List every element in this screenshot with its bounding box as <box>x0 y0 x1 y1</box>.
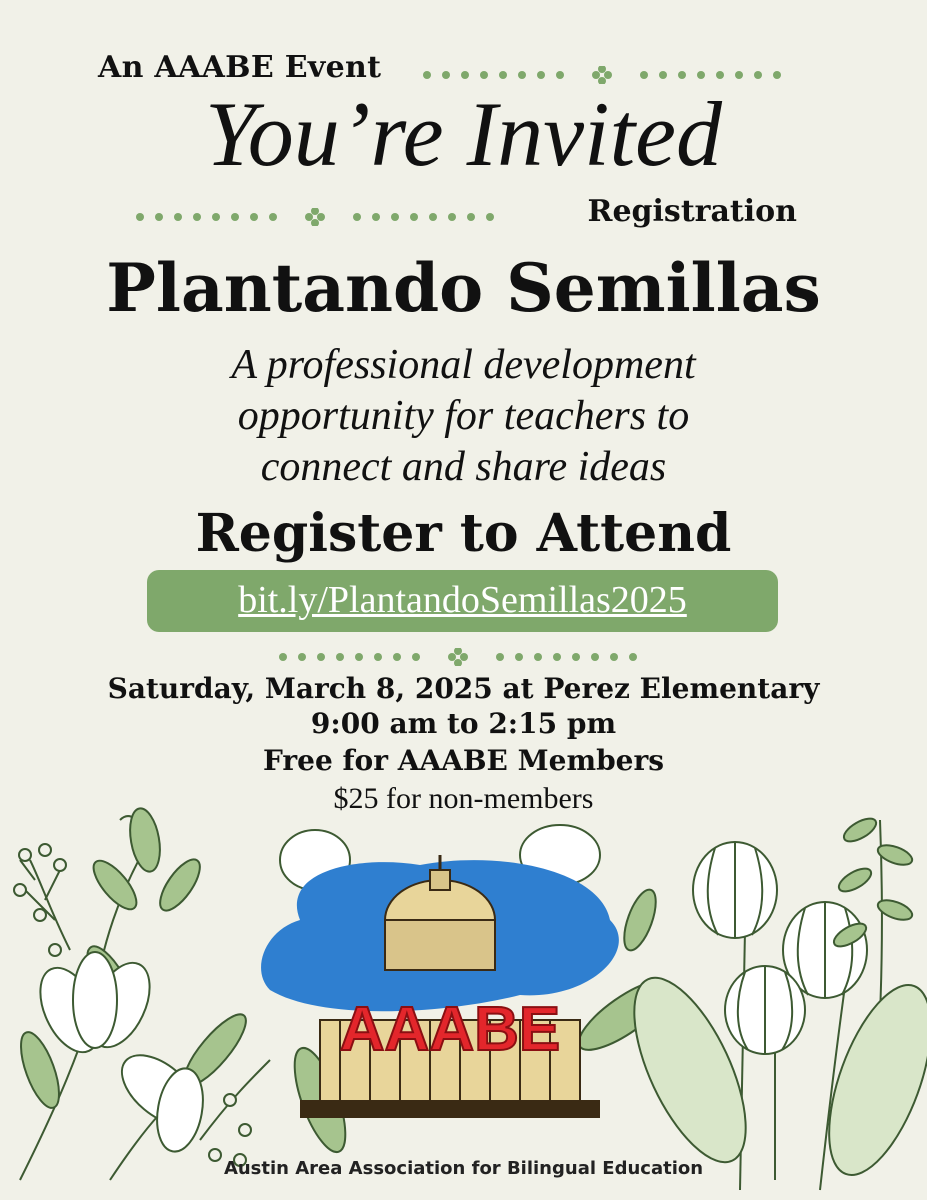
event-label: An AAABE Event <box>98 50 382 85</box>
logo-text: AAABE <box>339 995 561 1064</box>
member-price: Free for AAABE Members <box>262 744 664 777</box>
organization-name: Austin Area Association for Bilingual Education <box>223 1158 704 1179</box>
dotted-divider-lower <box>278 648 658 664</box>
register-heading: Register to Attend <box>195 503 732 564</box>
event-description-line: connect and share ideas <box>260 444 667 490</box>
event-description <box>120 340 807 493</box>
event-date-location: Saturday, March 8, 2025 at Perez Elementary <box>107 672 820 705</box>
floral-illustration <box>0 800 927 1200</box>
event-description-line: A professional development <box>231 342 696 388</box>
dotted-divider-top <box>422 66 802 82</box>
event-time: 9:00 am to 2:15 pm <box>310 707 617 740</box>
event-name: Plantando Semillas <box>106 249 821 327</box>
event-description-line: opportunity for teachers to <box>237 393 690 439</box>
registration-label: Registration <box>587 194 797 229</box>
registration-link[interactable]: bit.ly/PlantandoSemillas2025 <box>238 579 687 621</box>
dotted-divider-middle <box>135 208 515 224</box>
invitation-title: You’re Invited <box>204 83 722 185</box>
nonmember-price: $25 for non-members <box>333 782 594 815</box>
